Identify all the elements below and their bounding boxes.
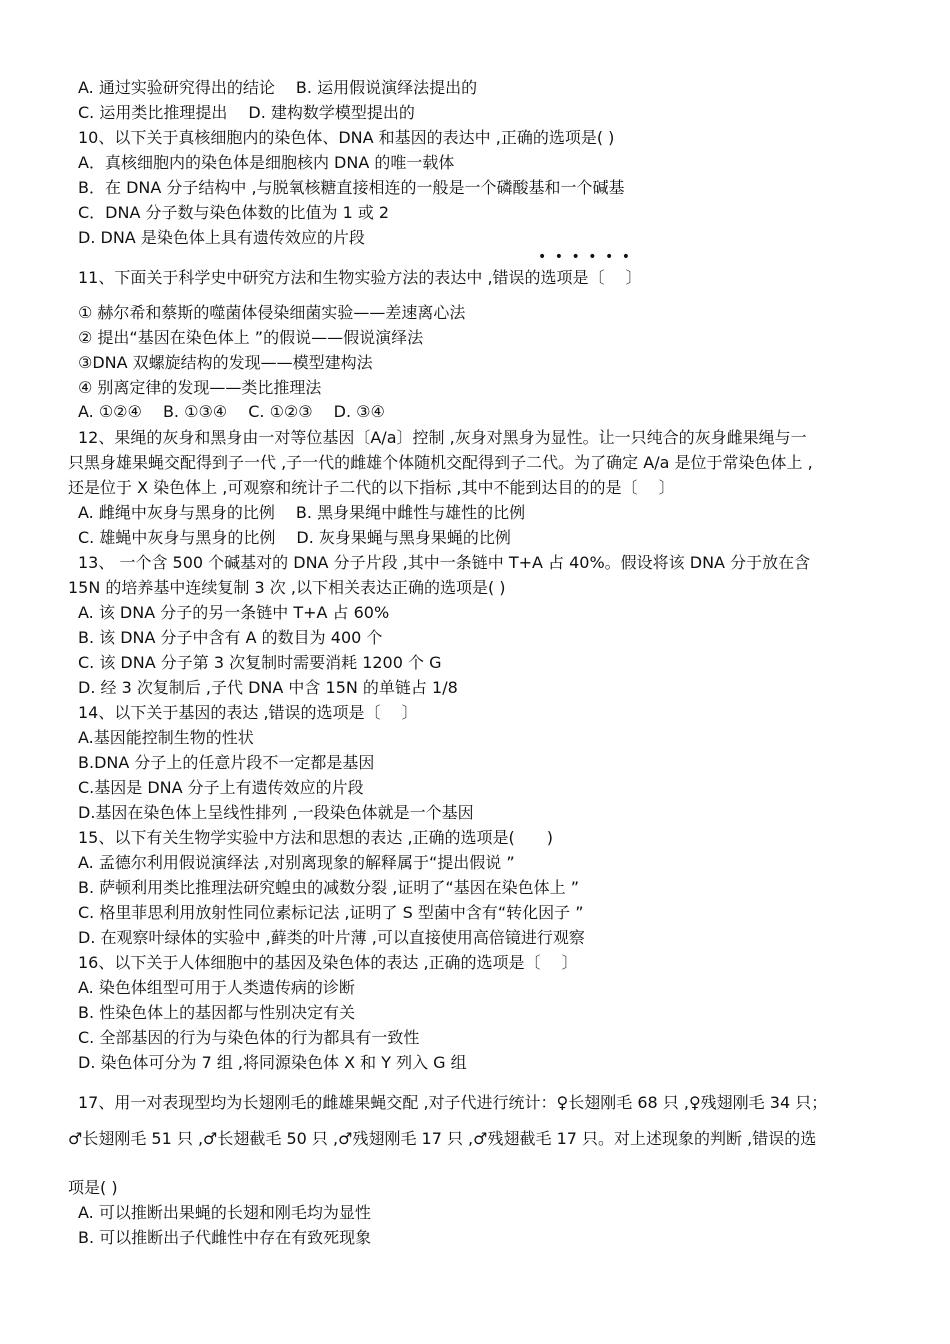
q9-options-cd: C. 运用类比推理提出 D. 建构数学模型提出的: [78, 103, 415, 122]
q14-option-b: B.DNA 分子上的任意片段不一定都是基因: [78, 753, 375, 772]
q17-option-a: A. 可以推断出果蝇的长翅和刚毛均为显性: [78, 1203, 371, 1222]
q17-stem-line2: ♂长翅刚毛 51 只 ,♂长翅截毛 50 只 ,♂残翅刚毛 17 只 ,♂残翅截毛 17 只。对上述现象的判断 ,错误的选: [68, 1129, 817, 1148]
q13-option-d: D. 经 3 次复制后 ,子代 DNA 中含 15N 的单链占 1/8: [78, 678, 458, 697]
q11-item-3: ③DNA 双螺旋结构的发现——模型建构法: [78, 353, 373, 372]
q9-options-ab: A. 通过实验研究得出的结论 B. 运用假说演绎法提出的: [78, 78, 478, 97]
q10-option-a: A．真核细胞内的染色体是细胞核内 DNA 的唯一载体: [78, 153, 455, 172]
q16-option-c: C. 全部基因的行为与染色体的行为都具有一致性: [78, 1028, 420, 1047]
q12-options-ab: A. 雌绳中灰身与黑身的比例 B. 黑身果绳中雌性与雄性的比例: [78, 503, 526, 522]
q17-option-b: B. 可以推断出子代雌性中存在有致死现象: [78, 1228, 372, 1247]
q11-item-1: ① 赫尔希和蔡斯的噬菌体侵染细菌实验——差速离心法: [78, 303, 466, 322]
q14-stem: 14、以下关于基因的表达 ,错误的选项是〔 〕: [78, 703, 418, 722]
q16-option-d: D. 染色体可分为 7 组 ,将同源染色体 X 和 Y 列入 G 组: [78, 1053, 467, 1072]
q10-option-b: B．在 DNA 分子结构中 ,与脱氧核糖直接相连的一般是一个磷酸基和一个碱基: [78, 178, 625, 197]
q13-option-b: B. 该 DNA 分子中含有 A 的数目为 400 个: [78, 628, 383, 647]
q12-stem-line2: 只黑身雄果蝇交配得到子一代 ,子一代的雌雄个体随机交配得到子二代。为了确定 A/a 是位于常染色体上 ,: [68, 453, 813, 472]
q13-stem-line2: 15N 的培养基中连续复制 3 次 ,以下相关表达正确的选项是( ): [68, 578, 506, 597]
q17-stem-line3: 项是( ): [68, 1178, 118, 1197]
q14-option-a: A.基因能控制生物的性状: [78, 728, 254, 747]
q16-option-a: A. 染色体组型可用于人类遗传病的诊断: [78, 978, 355, 997]
emphasis-dots: ••••••: [538, 249, 639, 265]
q11-item-4: ④ 别离定律的发现——类比推理法: [78, 378, 322, 397]
q13-stem-line1: 13、 一个含 500 个碱基对的 DNA 分子片段 ,其中一条链中 T+A 占 40%。假设将该 DNA 分于放在含: [78, 553, 811, 572]
q15-option-c: C. 格里菲思利用放射性同位素标记法 ,证明了 S 型菌中含有“转化因子 ”: [78, 903, 584, 922]
q11-stem: 11、下面关于科学史中研究方法和生物实验方法的表达中 ,错误的选项是〔 〕: [78, 268, 642, 287]
q13-option-a: A. 该 DNA 分子的另一条链中 T+A 占 60%: [78, 603, 390, 622]
q15-option-b: B. 萨顿利用类比推理法研究蝗虫的减数分裂 ,证明了“基因在染色体上 ”: [78, 878, 579, 897]
q10-option-d: D. DNA 是染色体上具有遗传效应的片段: [78, 228, 365, 247]
q14-option-c: C.基因是 DNA 分子上有遗传效应的片段: [78, 778, 364, 797]
q14-option-d: D.基因在染色体上呈线性排列 ,一段染色体就是一个基因: [78, 803, 474, 822]
q11-options: A. ①②④ B. ①③④ C. ①②③ D. ③④: [78, 402, 385, 421]
q12-stem-line3: 还是位于 X 染色体上 ,可观察和统计子二代的以下指标 ,其中不能到达目的的是〔 〕: [68, 478, 675, 497]
q10-stem: 10、以下关于真核细胞内的染色体、DNA 和基因的表达中 ,正确的选项是( ): [78, 128, 615, 147]
q15-stem: 15、以下有关生物学实验中方法和思想的表达 ,正确的选项是( ): [78, 828, 554, 847]
q16-option-b: B. 性染色体上的基因都与性别决定有关: [78, 1003, 356, 1022]
q10-option-c: C．DNA 分子数与染色体数的比值为 1 或 2: [78, 203, 390, 222]
q12-stem-line1: 12、果绳的灰身和黑身由一对等位基因〔A/a〕控制 ,灰身对黑身为显性。让一只纯合的灰身雌果绳与一: [78, 428, 807, 447]
q11-item-2: ② 提出“基因在染色体上 ”的假说——假说演绎法: [78, 328, 424, 347]
q17-stem-line1: 17、用一对表现型均为长翅刚毛的雌雄果蝇交配 ,对子代进行统计：♀长翅刚毛 68 只 ,♀残翅刚毛 34 只；: [78, 1093, 828, 1112]
q12-options-cd: C. 雄蝇中灰身与黑身的比例 D. 灰身果蝇与黑身果蝇的比例: [78, 528, 511, 547]
q13-option-c: C. 该 DNA 分子第 3 次复制时需要消耗 1200 个 G: [78, 653, 442, 672]
q16-stem: 16、以下关于人体细胞中的基因及染色体的表达 ,正确的选项是〔 〕: [78, 953, 578, 972]
q15-option-a: A. 孟德尔利用假说演绎法 ,对别离现象的解释属于“提出假说 ”: [78, 853, 515, 872]
q15-option-d: D. 在观察叶绿体的实验中 ,藓类的叶片薄 ,可以直接使用高倍镜进行观察: [78, 928, 585, 947]
